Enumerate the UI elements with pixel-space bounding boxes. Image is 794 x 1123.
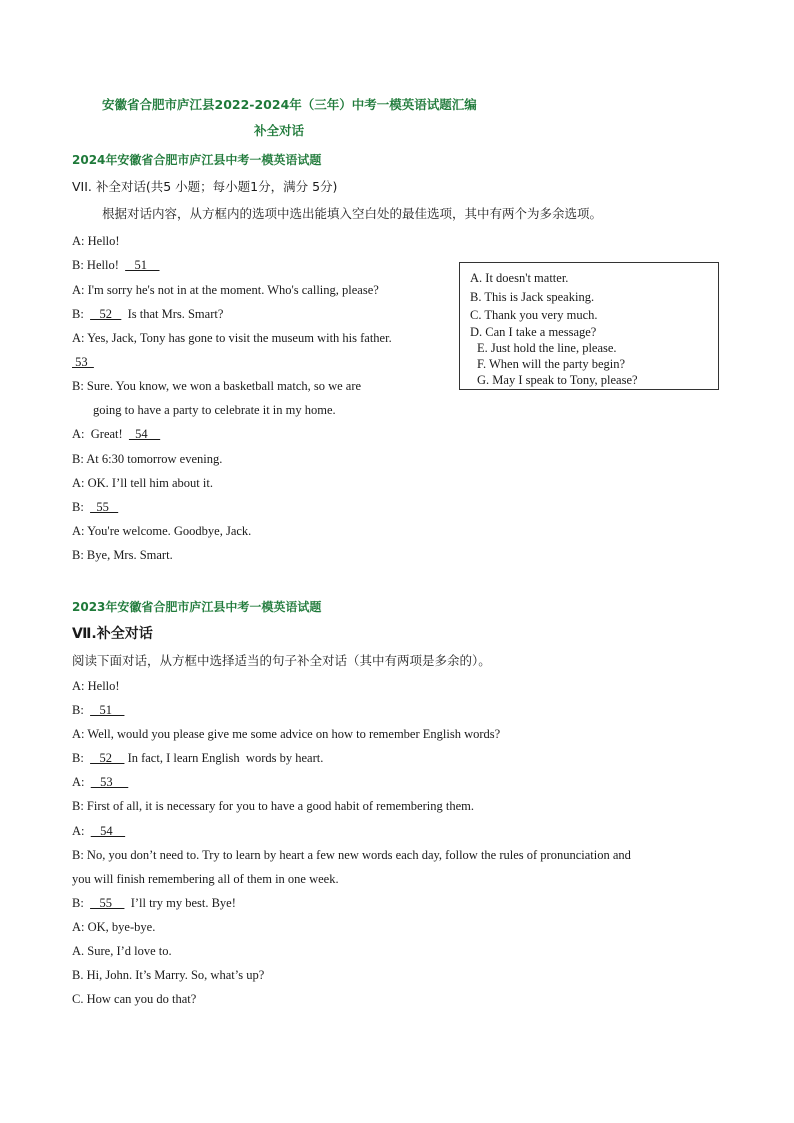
speaker-text: B: xyxy=(72,896,91,910)
option-c: C. How can you do that? xyxy=(72,992,197,1006)
dialogue-line: A: You're welcome. Goodbye, Jack. xyxy=(72,524,252,538)
blank-51: 51 xyxy=(90,703,125,717)
option-c: C. Thank you very much. xyxy=(470,308,598,322)
dialogue-line: A: Hello! xyxy=(72,679,120,693)
blank-52: 52 xyxy=(90,307,122,321)
section-2024-instruction: 根据对话内容，从方框内的选项中选出能填入空白处的最佳选项，其中有两个为多余选项。 xyxy=(102,206,603,221)
dialogue-line xyxy=(72,257,160,273)
blank-55: 55 xyxy=(90,896,125,910)
section-2023-heading: 2023年安徽省合肥市庐江县中考一模英语试题 xyxy=(72,600,322,614)
section-2023-part-title: Ⅶ.补全对话 xyxy=(72,626,153,642)
option-b: B. This is Jack speaking. xyxy=(470,290,595,304)
blank-53: 53 xyxy=(72,355,94,369)
dialogue-line: A: Hello! xyxy=(72,234,120,248)
blank-52: 52 xyxy=(90,751,125,765)
dialogue-line: B: Bye, Mrs. Smart. xyxy=(72,548,173,562)
dialogue-line: B: At 6:30 tomorrow evening. xyxy=(72,452,223,466)
speaker-text: B: xyxy=(72,500,91,514)
dialogue-text: I’ll try my best. Bye! xyxy=(124,896,236,910)
dialogue-line xyxy=(72,702,124,718)
section-2024-heading: 2024年安徽省合肥市庐江县中考一模英语试题 xyxy=(72,153,322,167)
option-b: B. Hi, John. It’s Marry. So, what’s up? xyxy=(72,968,265,982)
speaker-text: B: Hello! xyxy=(72,258,126,272)
dialogue-line: A: OK, bye-bye. xyxy=(72,920,156,934)
document-title: 安徽省合肥市庐江县2022-2024年（三年）中考一模英语试题汇编 xyxy=(102,97,477,112)
dialogue-line: B: First of all, it is necessary for you to have a good habit of remembering them. xyxy=(72,799,474,813)
dialogue-line xyxy=(72,426,160,442)
dialogue-line: A: I'm sorry he's not in at the moment. Who's calling, please? xyxy=(72,283,379,297)
dialogue-line: A: Well, would you please give me some advice on how to remember English words? xyxy=(72,727,501,741)
blank-54: 54 xyxy=(128,427,161,441)
dialogue-line xyxy=(72,750,323,766)
blank-54: 54 xyxy=(90,824,126,838)
speaker-text: B: xyxy=(72,307,91,321)
option-e: E. Just hold the line, please. xyxy=(477,341,617,355)
dialogue-line xyxy=(72,774,128,790)
dialogue-line: B: Sure. You know, we won a basketball match, so we are xyxy=(72,379,362,393)
speaker-text: A: Great! xyxy=(72,427,129,441)
speaker-text: B: xyxy=(72,751,91,765)
dialogue-line: A: OK. I’ll tell him about it. xyxy=(72,476,213,490)
dialogue-line: A: Yes, Jack, Tony has gone to visit the museum with his father. xyxy=(72,331,392,345)
option-f: F. When will the party begin? xyxy=(477,357,626,371)
blank-51: 51 xyxy=(125,258,160,272)
dialogue-line xyxy=(72,306,223,322)
dialogue-line xyxy=(72,823,125,839)
dialogue-line xyxy=(72,895,236,911)
speaker-text: A: xyxy=(72,775,91,789)
option-g: G. May I speak to Tony, please? xyxy=(477,373,638,387)
dialogue-line xyxy=(72,354,94,370)
dialogue-line xyxy=(72,499,118,515)
option-a: A. It doesn't matter. xyxy=(470,271,569,285)
blank-55: 55 xyxy=(90,500,119,514)
options-box xyxy=(459,262,719,390)
dialogue-line: you will finish remembering all of them in one week. xyxy=(72,872,339,886)
section-2023-instruction: 阅读下面对话，从方框中选择适当的句子补全对话（其中有两项是多余的）。 xyxy=(72,653,491,668)
dialogue-line: going to have a party to celebrate it in my home. xyxy=(93,403,336,417)
section-2024-part-title: VII. 补全对话(共5 小题；每小题1分，满分 5分) xyxy=(72,179,338,194)
document-subtitle: 补全对话 xyxy=(254,123,305,138)
dialogue-text: Is that Mrs. Smart? xyxy=(121,307,224,321)
speaker-text: B: xyxy=(72,703,91,717)
blank-53: 53 xyxy=(90,775,129,789)
option-a: A. Sure, I’d love to. xyxy=(72,944,172,958)
dialogue-text: In fact, I learn English words by heart. xyxy=(124,751,324,765)
dialogue-line: B: No, you don’t need to. Try to learn by heart a few new words each day, follow the rules of pronunciation and xyxy=(72,848,631,862)
option-d: D. Can I take a message? xyxy=(470,325,597,339)
speaker-text: A: xyxy=(72,824,91,838)
